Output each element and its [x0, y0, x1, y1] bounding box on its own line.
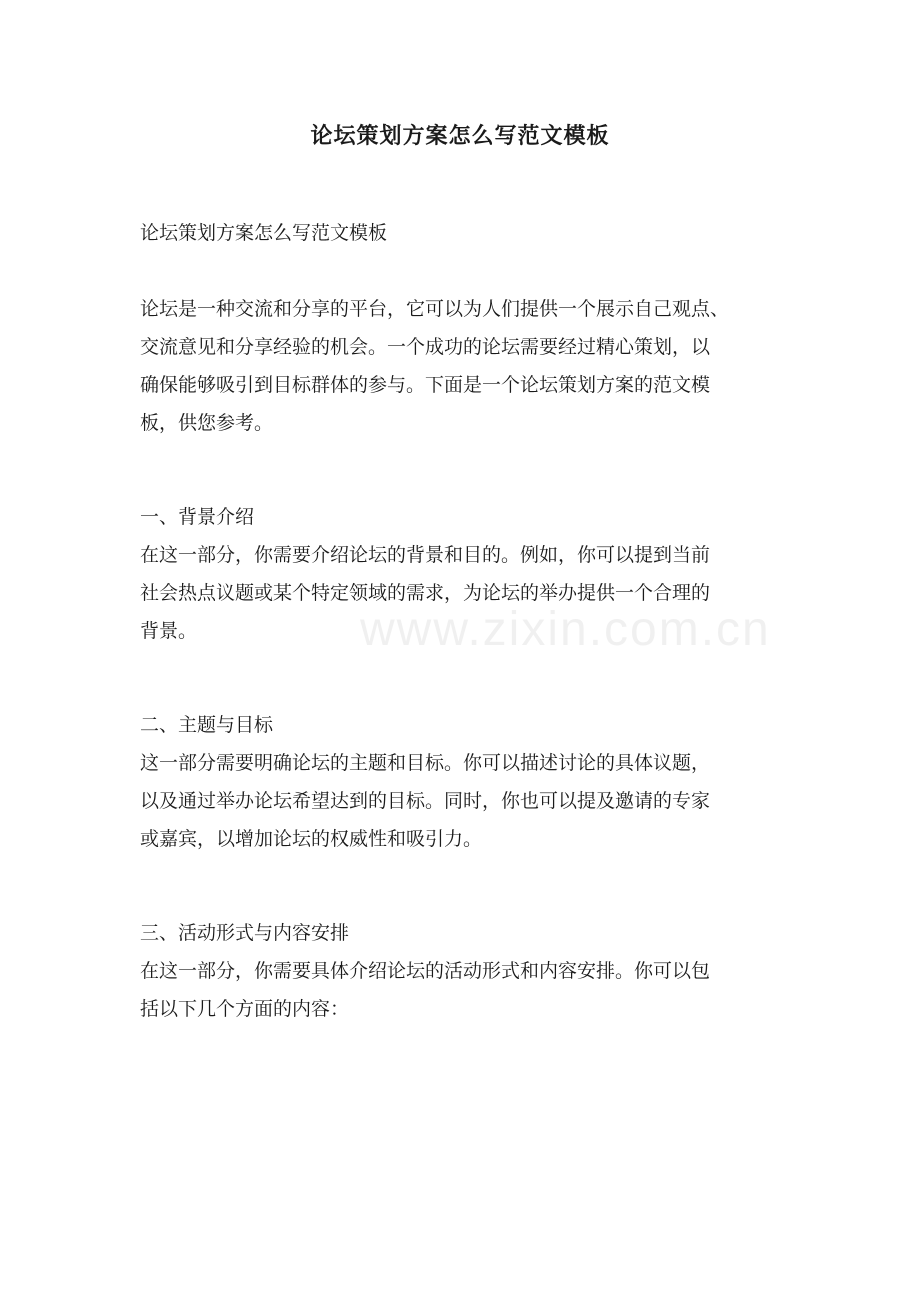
spacer [140, 650, 790, 706]
intro-line: 论坛是一种交流和分享的平台，它可以为人们提供一个展示自己观点、 [140, 298, 730, 320]
section-heading-background: 一、背景介绍 [140, 506, 255, 528]
spacer [140, 480, 790, 498]
watermark-text: www.zixin.com.cn [360, 603, 771, 656]
section-line: 在这一部分，你需要介绍论坛的背景和目的。例如，你可以提到当前 [140, 544, 711, 566]
section-line: 在这一部分，你需要具体介绍论坛的活动形式和内容安排。你可以包 [140, 960, 711, 982]
intro-line: 交流意见和分享经验的机会。一个成功的论坛需要经过精心策划，以 [140, 336, 711, 358]
section-line: 社会热点议题或某个特定领域的需求，为论坛的举办提供一个合理的 [140, 582, 711, 604]
spacer [140, 858, 790, 914]
spacer [140, 442, 790, 480]
section-line: 括以下几个方面的内容： [140, 998, 350, 1020]
spacer [140, 252, 790, 290]
intro-line: 确保能够吸引到目标群体的参与。下面是一个论坛策划方案的范文模 [140, 374, 711, 396]
page-title: 论坛策划方案怎么写范文模板 [310, 123, 610, 149]
document-subtitle: 论坛策划方案怎么写范文模板 [140, 222, 388, 244]
section-line: 背景。 [140, 620, 198, 642]
section-heading-activity: 三、活动形式与内容安排 [140, 922, 350, 944]
section-heading-theme: 二、主题与目标 [140, 714, 274, 736]
document-body [140, 214, 790, 1028]
section-line: 这一部分需要明确论坛的主题和目标。你可以描述讨论的具体议题， [140, 752, 711, 774]
section-line: 以及通过举办论坛希望达到的目标。同时，你也可以提及邀请的专家 [140, 790, 711, 812]
section-line: 或嘉宾，以增加论坛的权威性和吸引力。 [140, 828, 483, 850]
intro-line: 板，供您参考。 [140, 412, 274, 434]
